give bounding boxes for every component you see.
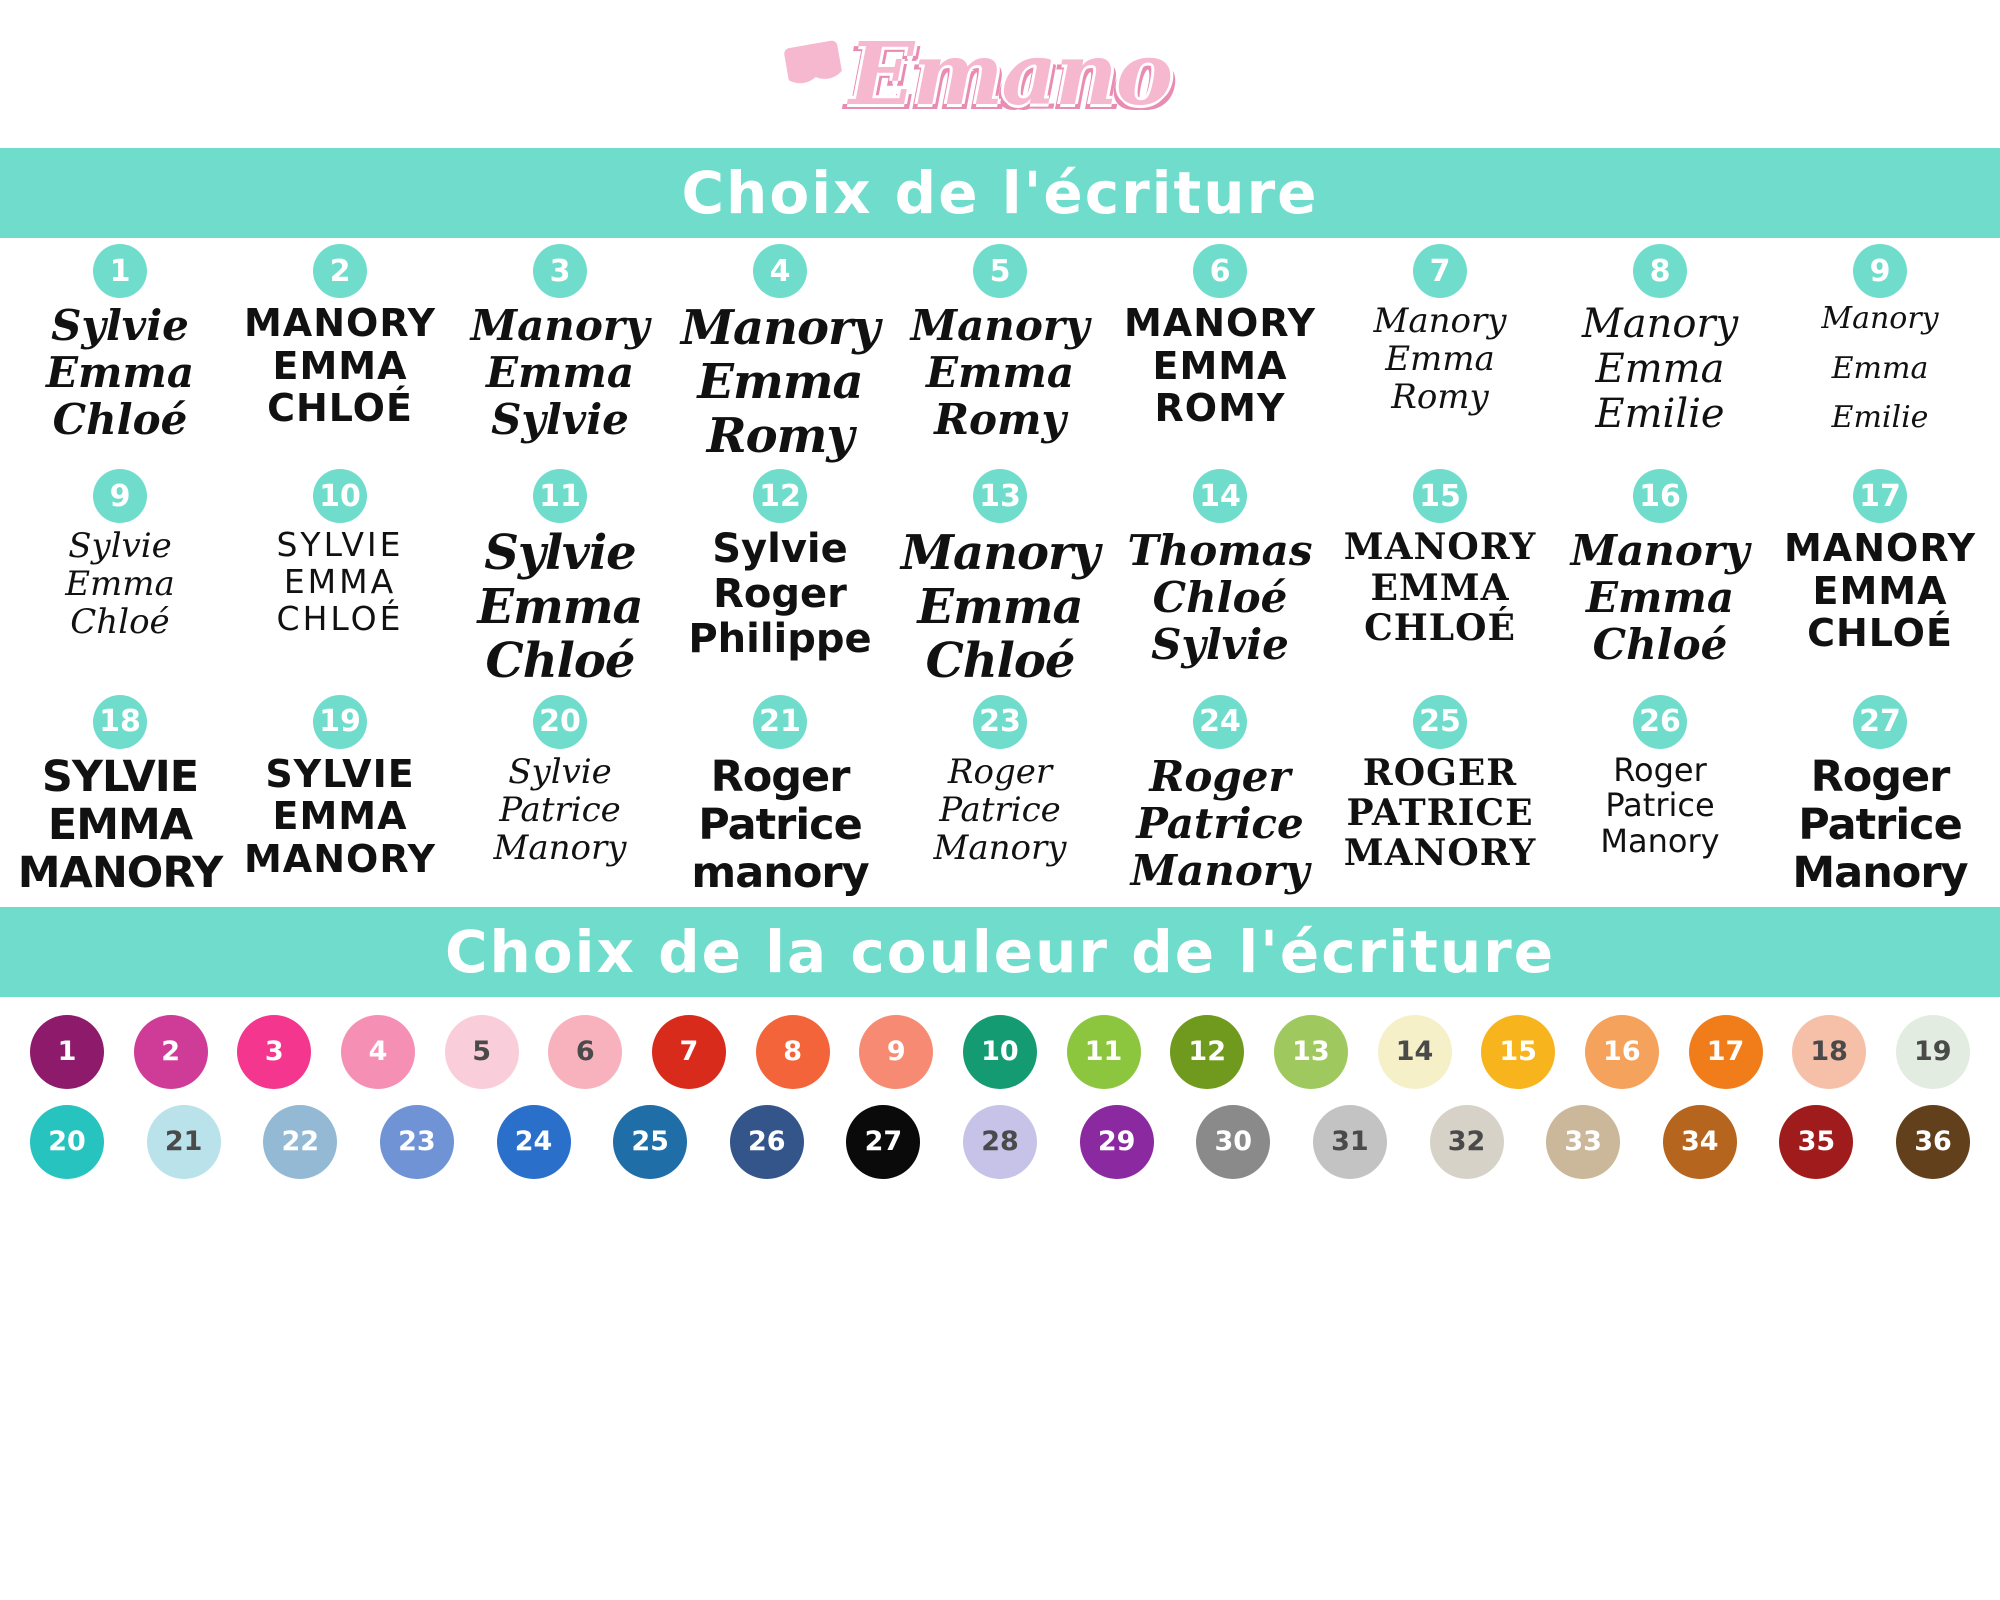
font-option-sample [1600,750,1720,861]
color-swatch[interactable]: 9 [859,1015,933,1089]
font-option-number: 14 [1193,469,1247,523]
font-sample-line: Sylvie [1151,620,1289,670]
font-sample-line: Romy [706,407,854,464]
font-option[interactable] [1562,695,1758,860]
font-sample-line: EMMA [283,562,397,602]
font-sample-line: Manory [1821,301,1939,336]
font-option-number: 26 [1633,695,1687,749]
font-sample-line: Chloé [485,632,635,689]
font-option-sample [477,527,642,688]
font-option[interactable] [462,244,658,443]
font-option-sample [244,753,436,881]
font-option[interactable] [242,695,438,881]
font-sample-line: Romy [1391,377,1489,418]
font-sample-line: ROMY [1154,386,1286,431]
font-sample-line: EMMA [272,343,408,388]
font-option-sample [18,753,223,897]
font-option-sample [244,302,436,430]
brand-logo: Emano [829,24,1171,125]
font-option[interactable] [1562,469,1758,668]
font-option-number: 20 [533,695,587,749]
font-sample-line: EMMA [47,799,193,850]
font-sample-line: MANORY [243,836,437,881]
font-sample-line: Patrice [1605,786,1715,825]
font-option-number: 9 [1853,244,1907,298]
font-sample-line: EMMA [1812,568,1948,613]
font-sample-line: Roger [1149,751,1291,801]
font-sample-line: MANORY [17,847,223,898]
colors-banner-title: Choix de la couleur de l'écriture [444,917,1556,986]
font-option-sample [1571,527,1750,668]
font-sample-line: Manory [1600,822,1720,861]
font-sample-line: Manory [1130,845,1310,895]
font-sample-line: Chloé [925,632,1075,689]
colors-banner [0,907,2000,997]
font-sample-line: PATRICE [1346,791,1534,834]
font-option-number: 17 [1853,469,1907,523]
font-option-number: 16 [1633,469,1687,523]
font-sample-line: Manory [1373,301,1507,341]
color-swatch[interactable]: 20 [30,1105,104,1179]
font-option-number: 5 [973,244,1027,298]
font-sample-line: Emma [697,353,863,410]
font-option-sample [1131,753,1310,894]
font-option[interactable] [1562,244,1758,436]
color-row [30,1015,1970,1089]
font-option-sample [691,753,868,897]
font-row [17,695,1978,898]
font-option[interactable] [22,469,218,641]
color-swatch[interactable]: 19 [1896,1015,1970,1089]
font-option-sample [1784,527,1976,655]
font-sample-line: SYLVIE [41,751,199,802]
color-swatch[interactable]: 1 [30,1015,104,1089]
font-sample-line: Roger [1810,751,1950,802]
font-sample-line: Chloé [1152,573,1288,623]
font-option[interactable] [17,695,223,898]
font-option-number: 7 [1413,244,1467,298]
font-option-number: 1 [93,244,147,298]
font-option-sample [1344,753,1537,874]
font-option[interactable] [1342,695,1538,874]
font-sample-line: Sylvie [712,526,848,573]
color-swatch[interactable]: 22 [263,1105,337,1179]
color-swatch[interactable]: 5 [445,1015,519,1089]
font-row [22,469,1978,688]
font-option-sample [688,527,871,661]
font-sample-line: Emma [1385,339,1495,380]
font-option-number: 27 [1853,695,1907,749]
font-option-sample [1124,302,1316,430]
font-option[interactable] [1122,244,1318,430]
font-sample-line: Sylvie [51,301,189,350]
color-swatch[interactable]: 3 [237,1015,311,1089]
font-option-number: 3 [533,244,587,298]
font-option-number: 4 [753,244,807,298]
font-option-sample [901,527,1099,688]
font-sample-line: Manory [680,300,880,356]
font-sample-line: Patrice [939,789,1061,830]
color-swatch[interactable]: 16 [1585,1015,1659,1089]
font-option[interactable] [682,244,878,463]
font-sample-line: manory [691,847,869,898]
color-row [30,1105,1970,1179]
color-swatch[interactable]: 36 [1896,1105,1970,1179]
font-option-sample [1344,527,1537,648]
color-swatch[interactable]: 10 [963,1015,1037,1089]
font-sample-line: Emma [65,564,175,605]
font-sample-line: Emma [1831,350,1929,386]
logo-bar [0,0,2000,148]
font-sample-line: CHLOÉ [1807,611,1953,656]
font-sample-line: Roger [710,751,850,802]
color-swatch[interactable]: 29 [1080,1105,1154,1179]
color-swatch[interactable]: 2 [134,1015,208,1089]
font-sample-line: SYLVIE [276,525,404,565]
color-swatch[interactable]: 15 [1481,1015,1555,1089]
font-sample-line: Manory [933,827,1067,868]
fonts-banner-title: Choix de l'écriture [681,159,1319,227]
color-swatch[interactable]: 13 [1274,1015,1348,1089]
color-swatch[interactable]: 18 [1792,1015,1866,1089]
color-swatch[interactable]: 31 [1313,1105,1387,1179]
color-swatch[interactable]: 26 [730,1105,804,1179]
font-option[interactable] [1782,695,1978,897]
color-swatch[interactable]: 21 [147,1105,221,1179]
font-option-sample [1374,302,1507,416]
font-sample-line: MANORY [1123,301,1317,345]
font-option-sample [911,302,1090,443]
color-swatch[interactable]: 34 [1663,1105,1737,1179]
font-sample-line: Manory [910,301,1090,350]
font-sample-line: Thomas [1127,526,1313,576]
font-sample-line: CHLOÉ [267,386,413,431]
font-sample-line: Manory [470,301,650,350]
font-sample-line: CHLOÉ [1364,606,1516,649]
font-sample-line: Manory [900,525,1100,582]
font-sample-line: EMMA [1370,566,1510,609]
font-option[interactable] [902,244,1098,443]
font-option-number: 12 [753,469,807,523]
color-swatch[interactable]: 14 [1378,1015,1452,1089]
font-option-number: 23 [973,695,1027,749]
font-option-number: 8 [1633,244,1687,298]
font-sample-line: Chloé [70,602,170,643]
font-option-number: 19 [313,695,367,749]
color-swatch[interactable]: 28 [963,1105,1037,1179]
color-swatch[interactable]: 6 [548,1015,622,1089]
font-sample-line: MANORY [243,301,437,345]
color-swatch[interactable]: 23 [380,1105,454,1179]
font-sample-line: Romy [934,395,1066,445]
font-option-sample [681,302,879,463]
font-row [22,244,1978,463]
font-sample-line: Chloé [52,395,188,445]
font-sample-line: Emma [1595,345,1725,392]
font-option-number: 18 [93,695,147,749]
font-sample-line: Sylvie [68,526,172,567]
font-option-sample [494,753,627,867]
font-sample-line: Emma [45,348,195,398]
color-swatch[interactable]: 8 [756,1015,830,1089]
color-swatch[interactable]: 7 [652,1015,726,1089]
font-sample-line: Chloé [1592,620,1728,670]
font-option-number: 11 [533,469,587,523]
font-option[interactable] [22,244,218,443]
font-sample-line: Patrice [698,799,862,850]
font-option[interactable] [902,469,1098,688]
font-sample-line: Manory [1792,847,1968,898]
font-sample-line: CHLOÉ [276,599,404,639]
font-option-sample [65,527,175,641]
font-option-sample [1582,302,1738,436]
font-sample-line: MANORY [1343,832,1537,875]
font-sample-line: Philippe [688,615,872,662]
font-option-sample [934,753,1067,867]
font-samples-grid [0,238,2000,907]
font-option-number: 15 [1413,469,1467,523]
font-option[interactable] [1122,695,1318,894]
font-sample-line: SYLVIE [265,751,415,796]
font-option-number: 9 [93,469,147,523]
font-option[interactable] [242,244,438,430]
font-sample-line: Roger [947,751,1053,792]
font-option[interactable] [462,695,658,867]
font-option-number: 2 [313,244,367,298]
color-swatch[interactable]: 33 [1546,1105,1620,1179]
font-option-sample [276,527,403,638]
color-swatch[interactable]: 24 [497,1105,571,1179]
font-sample-line: Sylvie [508,751,612,792]
font-option[interactable] [242,469,438,638]
font-sample-line: Roger [713,571,847,618]
font-option[interactable] [682,695,878,897]
color-swatch[interactable]: 25 [613,1105,687,1179]
font-option-number: 25 [1413,695,1467,749]
font-option[interactable] [1122,469,1318,668]
font-sample-line: Emma [917,579,1083,635]
font-option-number: 13 [973,469,1027,523]
color-swatch[interactable]: 27 [846,1105,920,1179]
font-option-number: 6 [1193,244,1247,298]
font-sample-line: Sylvie [491,395,629,445]
color-swatch[interactable]: 11 [1067,1015,1141,1089]
font-option-sample [1792,753,1967,897]
color-swatch[interactable]: 30 [1196,1105,1270,1179]
font-sample-line: Sylvie [484,525,636,582]
font-sample-line: Emma [1585,573,1735,623]
font-option[interactable] [902,695,1098,867]
font-sample-line: Roger [1613,750,1707,789]
font-option[interactable] [1782,244,1978,435]
font-option-sample [471,302,650,443]
font-option-sample [1821,302,1938,435]
font-option-number: 21 [753,695,807,749]
font-sample-line: Emma [925,348,1075,398]
font-sample-line: Emma [477,579,643,635]
font-option-sample [1127,527,1312,668]
font-option-sample [46,302,194,443]
font-sample-line: Manory [1570,526,1750,576]
color-swatch[interactable]: 35 [1779,1105,1853,1179]
font-sample-line: MANORY [1783,526,1977,571]
color-swatch[interactable]: 17 [1689,1015,1763,1089]
font-sample-line: Patrice [499,789,621,830]
font-option[interactable] [462,469,658,688]
fonts-banner [0,148,2000,238]
font-sample-line: Manory [493,827,627,868]
font-option[interactable] [1342,469,1538,648]
font-option[interactable] [1342,244,1538,416]
font-sample-line: MANORY [1343,526,1537,569]
font-sample-line: Patrice [1136,798,1304,848]
font-option[interactable] [682,469,878,661]
font-option[interactable] [1782,469,1978,655]
font-sample-line: Manory [1581,301,1739,347]
color-swatch[interactable]: 32 [1430,1105,1504,1179]
color-swatch[interactable]: 4 [341,1015,415,1089]
color-swatches-grid [0,997,2000,1205]
font-sample-line: EMMA [272,794,408,839]
font-sample-line: Patrice [1798,799,1962,850]
font-option-number: 10 [313,469,367,523]
font-sample-line: Emilie [1595,390,1725,437]
font-sample-line: ROGER [1362,751,1518,794]
font-sample-line: Emilie [1831,400,1929,436]
color-swatch[interactable]: 12 [1170,1015,1244,1089]
font-option-number: 24 [1193,695,1247,749]
font-sample-line: EMMA [1152,343,1288,388]
font-sample-line: Emma [485,348,635,398]
